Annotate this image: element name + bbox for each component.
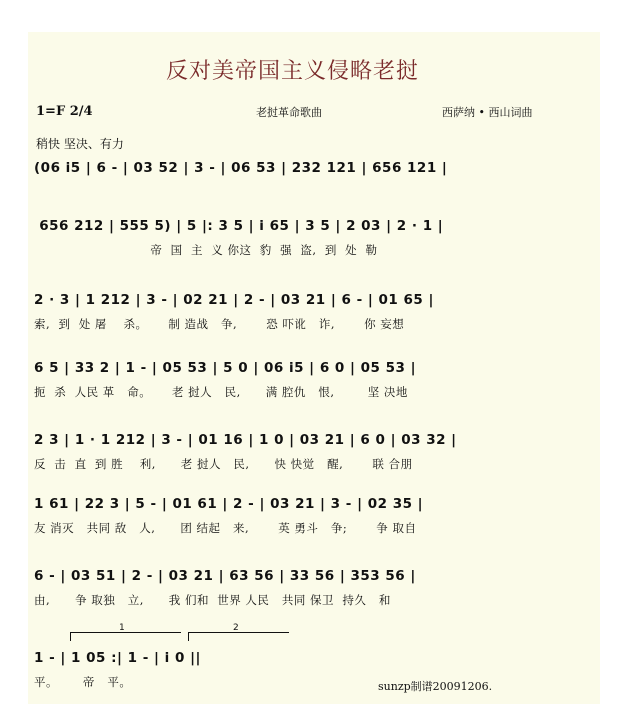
tempo-marking: 稍快 坚决、有力 [36, 137, 124, 151]
composer-credit: 西萨纳 • 西山词曲 [442, 106, 533, 119]
key-signature: 1=F 2/4 [36, 104, 93, 119]
score-row-3 [34, 292, 594, 332]
lyrics-line: 扼 杀 人民 革 命。 老 挝人 民, 满 腔仇 恨, 坚 决地 [34, 385, 408, 399]
notation-line: 6 5 | 33 2 | 1 - | 05 53 | 5 0 | 06 i5 | 6 0 | 05 53 | [34, 360, 417, 376]
notation-line: 6 - | 03 51 | 2 - | 03 21 | 63 56 | 33 56 | 353 56 | [34, 568, 416, 584]
score-row-8 [34, 650, 594, 690]
song-subtitle: 老挝革命歌曲 [256, 106, 322, 119]
lyrics-line: 平。 帝 平。 [34, 675, 132, 689]
second-ending-bracket: 2 [188, 632, 289, 641]
score-row-1 [34, 160, 594, 184]
first-ending-bracket: 1 [70, 632, 181, 641]
notation-line: 1 - | 1 05 :| 1 - | i 0 || [34, 650, 201, 666]
score-row-2 [34, 218, 594, 258]
lyrics-line: 由, 争 取独 立, 我 们和 世界 人民 共同 保卫 持久 和 [34, 593, 391, 607]
score-sheet [28, 32, 600, 704]
lyrics-line: 友 消灭 共同 敌 人, 团 结起 来, 英 勇斗 争; 争 取自 [34, 521, 417, 535]
notation-line: 656 212 | 555 5) | 5 |: 3 5 | i 65 | 3 5 | 2 03 | 2 · 1 | [34, 218, 444, 234]
lyrics-line: 反 击 直 到 胜 利, 老 挝人 民, 快 快觉 醒, 联 合朋 [34, 457, 413, 471]
notation-line: 2 3 | 1 · 1 212 | 3 - | 01 16 | 1 0 | 03 21 | 6 0 | 03 32 | [34, 432, 457, 448]
score-row-6 [34, 496, 594, 536]
score-row-7 [34, 568, 594, 608]
lyrics-line: 帝 国 主 义 你这 豹 强 盗, 到 处 勒 [34, 243, 378, 257]
transcriber-signature: sunzp制谱20091206. [378, 680, 493, 693]
score-row-5 [34, 432, 594, 472]
notation-line: 2 · 3 | 1 212 | 3 - | 02 21 | 2 - | 03 21 | 6 - | 01 65 | [34, 292, 434, 308]
song-title: 反对美帝国主义侵略老挝 [166, 59, 420, 84]
score-row-4 [34, 360, 594, 400]
notation-line: (06 i5 | 6 - | 03 52 | 3 - | 06 53 | 232 121 | 656 121 | [34, 160, 448, 176]
notation-line: 1 61 | 22 3 | 5 - | 01 61 | 2 - | 03 21 | 3 - | 02 35 | [34, 496, 424, 512]
lyrics-line: 索, 到 处 屠 杀。 制 造战 争, 恐 吓讹 诈, 你 妄想 [34, 317, 405, 331]
